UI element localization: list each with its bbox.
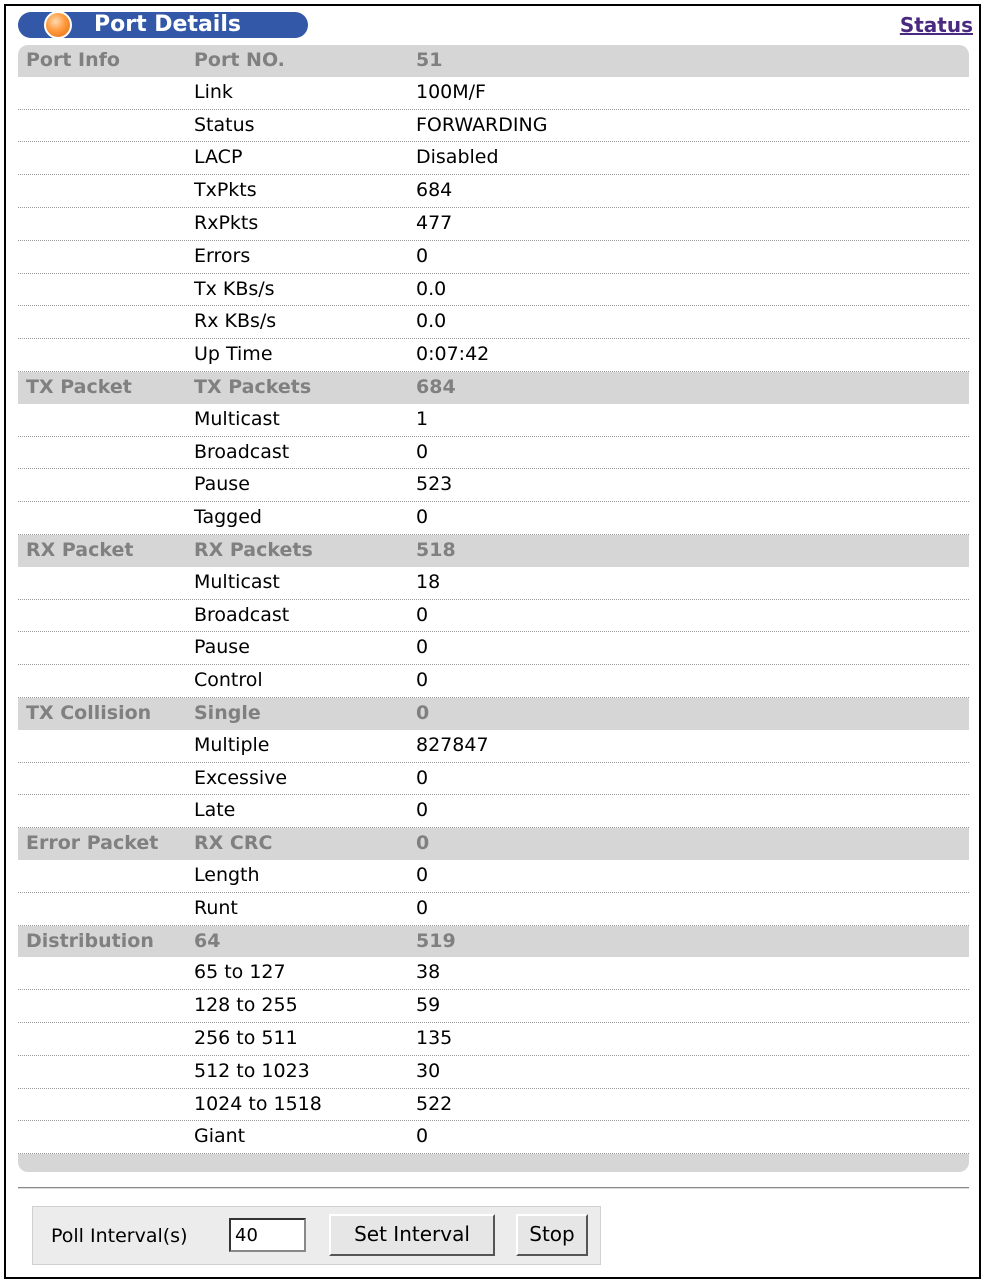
table-row (18, 1121, 969, 1154)
field-value: 0 (416, 506, 429, 529)
table-row (18, 175, 969, 208)
table-row (18, 339, 969, 372)
table-row (18, 567, 969, 600)
field-value: 0 (416, 766, 429, 789)
section-header-row (18, 372, 969, 404)
field-value: 0 (416, 701, 430, 724)
field-name: Multicast (194, 570, 280, 593)
field-value: 0 (416, 636, 429, 659)
section-label: Port Info (26, 49, 120, 71)
table-row (18, 1056, 969, 1089)
field-name: Pause (194, 636, 250, 659)
field-value: 523 (416, 473, 453, 496)
field-name: Giant (194, 1125, 246, 1148)
table-row (18, 990, 969, 1023)
section-label: RX Packet (26, 538, 134, 561)
field-name: Broadcast (194, 440, 290, 463)
table-row (18, 404, 969, 437)
title-orb-icon (44, 11, 72, 39)
table-row (18, 241, 969, 274)
field-name: 1024 to 1518 (194, 1092, 322, 1115)
section-label: Distribution (26, 929, 154, 952)
field-name: Status (194, 113, 255, 136)
field-value: 100M/F (416, 80, 486, 103)
field-name: Length (194, 863, 260, 886)
field-value: Disabled (416, 146, 499, 169)
field-value: 59 (416, 994, 441, 1017)
section-header-row (18, 926, 969, 958)
field-value: 51 (416, 49, 443, 71)
field-value: 0 (416, 244, 429, 267)
field-name: Multicast (194, 407, 280, 430)
field-value: 0 (416, 440, 429, 463)
section-label: TX Collision (26, 701, 152, 724)
field-name: 65 to 127 (194, 961, 286, 984)
field-value: 0 (416, 669, 429, 692)
table-row (18, 142, 969, 175)
section-header-row (18, 698, 969, 730)
field-name: LACP (194, 146, 243, 169)
table-row (18, 1023, 969, 1056)
table-footer (18, 1154, 969, 1172)
table-row (18, 665, 969, 698)
table-row (18, 600, 969, 633)
field-name: Tx KBs/s (194, 277, 275, 300)
section-header-row (18, 535, 969, 567)
table-row (18, 274, 969, 307)
field-name: Single (194, 701, 261, 724)
stop-button[interactable]: Stop (516, 1214, 588, 1256)
field-name: Pause (194, 473, 250, 496)
field-value: 0 (416, 863, 429, 886)
field-name: RxPkts (194, 211, 259, 234)
table-row (18, 469, 969, 502)
field-value: 30 (416, 1059, 441, 1082)
divider (18, 1187, 969, 1189)
field-value: 18 (416, 570, 441, 593)
field-value: 0 (416, 896, 429, 919)
table-row (18, 893, 969, 926)
field-value: 135 (416, 1026, 453, 1049)
field-value: 684 (416, 375, 456, 398)
port-details-table (18, 45, 969, 1172)
field-name: Broadcast (194, 603, 290, 626)
set-interval-button[interactable]: Set Interval (329, 1214, 495, 1256)
field-value: 0 (416, 832, 430, 855)
field-value: 0 (416, 799, 429, 822)
field-value: 0:07:42 (416, 343, 490, 366)
field-value: 0 (416, 603, 429, 626)
field-name: 128 to 255 (194, 994, 298, 1017)
status-link[interactable]: Status (899, 13, 973, 37)
table-row (18, 730, 969, 763)
table-row (18, 632, 969, 665)
table-row (18, 306, 969, 339)
field-name: Control (194, 669, 263, 692)
table-row (18, 110, 969, 143)
page-title: Port Details (94, 12, 241, 37)
field-value: 477 (416, 211, 453, 234)
field-value: 0.0 (416, 277, 447, 300)
field-name: TX Packets (194, 375, 312, 398)
poll-interval-panel (32, 1206, 601, 1265)
field-value: 1 (416, 407, 429, 430)
table-row (18, 208, 969, 241)
field-value: 0.0 (416, 310, 447, 333)
table-row (18, 77, 969, 110)
field-name: TxPkts (194, 179, 257, 202)
field-name: Excessive (194, 766, 288, 789)
field-value: FORWARDING (416, 113, 548, 136)
field-name: Link (194, 80, 233, 103)
field-name: Runt (194, 896, 238, 919)
field-name: 64 (194, 929, 221, 952)
table-row (18, 1089, 969, 1122)
field-value: 684 (416, 179, 453, 202)
field-name: Late (194, 799, 236, 822)
field-name: 512 to 1023 (194, 1059, 310, 1082)
table-row (18, 795, 969, 828)
field-value: 38 (416, 961, 441, 984)
table-row (18, 502, 969, 535)
field-name: Rx KBs/s (194, 310, 277, 333)
field-name: Tagged (194, 506, 262, 529)
field-name: Up Time (194, 343, 273, 366)
field-value: 0 (416, 1125, 429, 1148)
field-name: 256 to 511 (194, 1026, 298, 1049)
field-value: 519 (416, 929, 456, 952)
poll-interval-label: Poll Interval(s) (51, 1225, 188, 1247)
field-name: Multiple (194, 733, 270, 756)
section-label: TX Packet (26, 375, 132, 398)
table-row (18, 957, 969, 990)
table-row (18, 763, 969, 796)
section-header-row (18, 828, 969, 860)
section-header-row (18, 45, 969, 77)
field-name: Port NO. (194, 49, 285, 71)
field-name: RX CRC (194, 832, 273, 855)
field-value: 827847 (416, 733, 489, 756)
poll-interval-input[interactable] (229, 1218, 306, 1252)
table-row (18, 437, 969, 470)
field-value: 518 (416, 538, 456, 561)
table-row (18, 860, 969, 893)
field-name: RX Packets (194, 538, 313, 561)
section-label: Error Packet (26, 832, 159, 855)
field-value: 522 (416, 1092, 453, 1115)
field-name: Errors (194, 244, 251, 267)
